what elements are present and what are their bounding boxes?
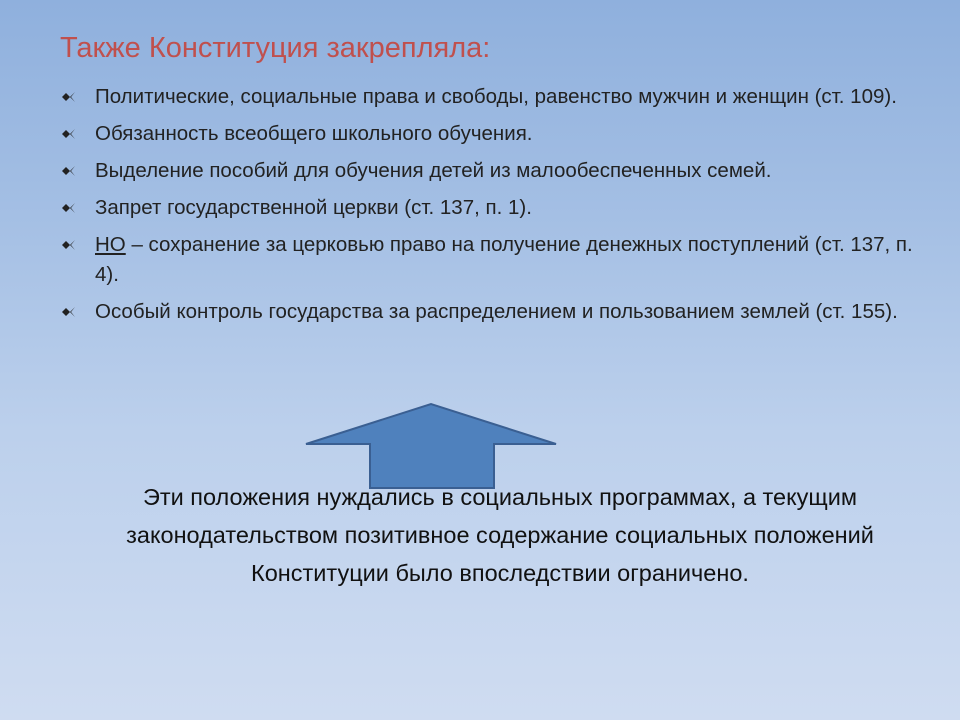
bullet-item — [60, 119, 920, 149]
bullet-arrow-icon — [60, 162, 78, 180]
bullet-text: Обязанность всеобщего школьного обучения. — [95, 122, 533, 145]
bullet-text: Запрет государственной церкви (ст. 137, п. 1). — [95, 196, 532, 219]
bullet-item — [60, 82, 920, 112]
bullet-item — [60, 230, 920, 290]
bullet-text: Политические, социальные права и свободы, равенство мужчин и женщин (ст. 109). — [95, 85, 897, 108]
bullet-arrow-icon — [60, 303, 78, 321]
bullet-item — [60, 156, 920, 186]
bullet-item — [60, 193, 920, 223]
bullet-item — [60, 297, 920, 327]
bullet-arrow-icon — [60, 199, 78, 217]
bullet-lead: НО — [95, 233, 126, 256]
conclusion-text: Эти положения нуждались в социальных программах, а текущим законодательством позитивное содержание социальных положений Конституции было впоследствии ограничено. — [126, 484, 874, 586]
bullet-text: Выделение пособий для обучения детей из малообеспеченных семей. — [95, 159, 772, 182]
bullet-text: – сохранение за церковью право на получение денежных поступлений (ст. 137, п. 4). — [95, 233, 913, 286]
bullet-arrow-icon — [60, 236, 78, 254]
bullet-arrow-icon — [60, 88, 78, 106]
bullet-list — [60, 82, 920, 334]
slide-title: Также Конституция закрепляла: — [60, 32, 491, 64]
bullet-text: Особый контроль государства за распределением и пользованием землей (ст. 155). — [95, 300, 898, 323]
bullet-arrow-icon — [60, 125, 78, 143]
